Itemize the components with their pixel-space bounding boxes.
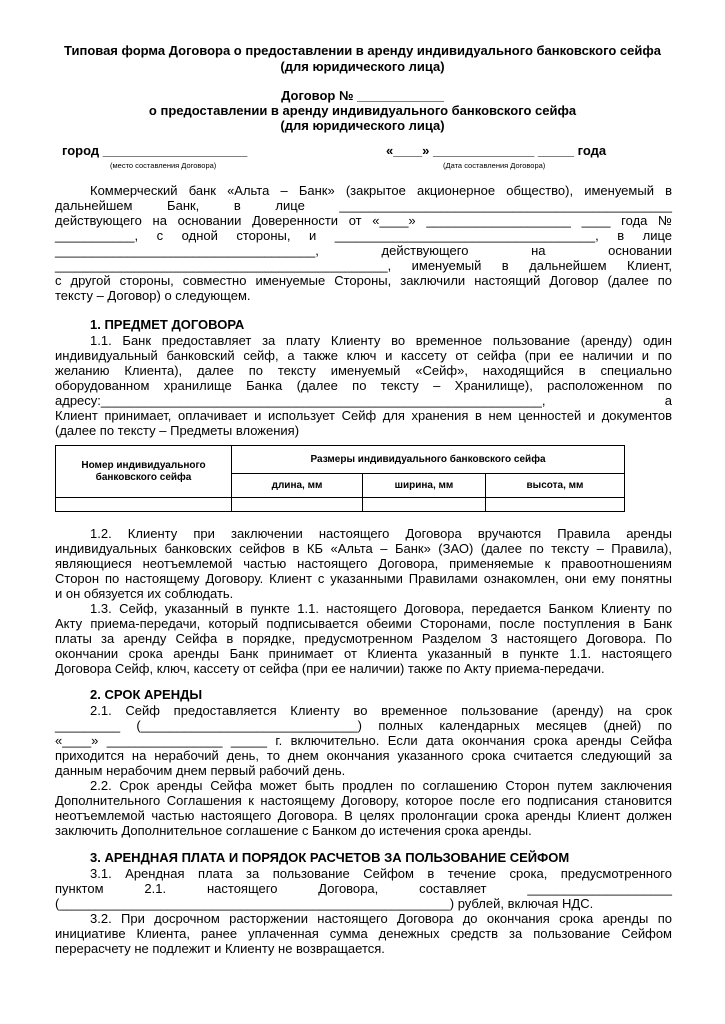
paragraph-line: и он обязуется их соблюдать. — [55, 586, 234, 601]
paragraph-line: 1.3. Сейф, указанный в пункте 1.1. настоящего Договора, передается Банком Клиенту по — [90, 601, 672, 616]
city-field: город ____________________ — [62, 143, 248, 158]
paragraph-line: пунктом 2.1. настоящего Договора, составляет ____________________ — [55, 881, 672, 896]
paragraph-line: 1.2. Клиенту при заключении настоящего Договора вручаются Правила аренды — [90, 526, 672, 541]
table-header-width: ширина, мм — [363, 474, 486, 498]
table-cell — [232, 498, 363, 512]
table-cell — [486, 498, 625, 512]
table-header-number: Номер индивидуального банковского сейфа — [56, 446, 232, 498]
preamble-line: ____________________________________, действующего на основании — [55, 243, 672, 258]
paragraph-line: желанию Клиента), далее по тексту именуемый «Сейф», находящийся в специально — [55, 363, 672, 378]
table-header-sizes: Размеры индивидуального банковского сейфа — [232, 446, 625, 474]
table-header-length: длина, мм — [232, 474, 363, 498]
paragraph-line: Договора Сейф, ключ, кассету от сейфа (при ее наличии) также по Акту приема-передачи. — [55, 661, 605, 676]
paragraph-line: 3.1. Арендная плата за пользование Сейфом в течение срока, предусмотренного — [90, 866, 672, 881]
paragraph-line: платы за аренду Сейфа в порядке, предусмотренном Разделом 3 настоящего Договора. По — [55, 631, 672, 646]
paragraph-line: Клиент принимает, оплачивает и использует Сейф для хранения в нем ценностей и документов — [55, 408, 672, 423]
paragraph-line: неотъемлемой частью настоящего Договора. В целях пролонгации срока аренды Клиент должен — [55, 808, 672, 823]
paragraph-line: (далее по тексту – Предметы вложения) — [55, 423, 300, 438]
preamble-line: ______________________________________________, именуемый в дальнейшем Клиент, — [55, 258, 672, 273]
preamble-line: с другой стороны, совместно именуемые Стороны, заключили настоящий Договор (далее по — [55, 273, 672, 288]
contract-number: Договор № ____________ — [281, 88, 444, 103]
preamble-line: тексту – Договор) о следующем. — [55, 288, 251, 303]
paragraph-line: приходится на нерабочий день, то днем окончания указанного срока считается следующий за — [55, 748, 672, 763]
city-hint: (место составления Договора) — [110, 161, 217, 170]
document-title-subtitle: (для юридического лица) — [280, 59, 445, 74]
paragraph-line: «____» ________________ _____ г. включительно. Если дата окончания срока аренды Сейфа — [55, 733, 672, 748]
paragraph-line: 1.1. Банк предоставляет за плату Клиенту во временное пользование (аренду) один — [90, 333, 672, 348]
paragraph-line: (______________________________________________________) рублей, включая НДС. — [55, 896, 594, 911]
document-title: Типовая форма Договора о предоставлении в аренду индивидуального банковского сейфа — [64, 43, 661, 58]
preamble-line: действующего на основании Доверенности от «____» ____________________ ____ года № — [55, 213, 672, 228]
safe-size-table — [55, 445, 625, 512]
table-cell — [56, 498, 232, 512]
paragraph-line: окончании срока аренды Банк принимает от Клиента указанный в пункте 1.1. настоящего — [55, 646, 672, 661]
section-heading: 2. СРОК АРЕНДЫ — [90, 687, 203, 702]
contract-subtitle-2: (для юридического лица) — [280, 118, 445, 133]
paragraph-line: _________ (______________________________) полных календарных месяцев (дней) по — [55, 718, 672, 733]
preamble-line: ___________, с одной стороны, и ____________________________________, в лице — [55, 228, 672, 243]
preamble-line: Коммерческий банк «Альта – Банк» (закрытое акционерное общество), именуемый в — [90, 183, 672, 198]
paragraph-line: заключить Дополнительное соглашение с Банком до истечения срока аренды. — [55, 823, 532, 838]
paragraph-line: индивидуальный банковский сейф, а также ключ и кассету от сейфа (при ее наличии и по — [55, 348, 672, 363]
paragraph-line: Акту приема-передачи, который подписывается обеими Сторонами, после поступления в Банк — [55, 616, 672, 631]
section-heading: 3. АРЕНДНАЯ ПЛАТА И ПОРЯДОК РАСЧЕТОВ ЗА ПОЛЬЗОВАНИЕ СЕЙФОМ — [90, 850, 570, 865]
paragraph-line: 2.2. Срок аренды Сейфа может быть продлен по соглашению Сторон путем заключения — [90, 778, 672, 793]
paragraph-line: являющиеся неотъемлемой частью настоящего Договора, применяемые к правоотношениям — [55, 556, 672, 571]
paragraph-line: индивидуальных банковских сейфов в КБ «Альта – Банк» (ЗАО) (далее по тексту – Правила), — [55, 541, 672, 556]
paragraph-line: перерасчету не подлежит и Клиенту не возвращается. — [55, 941, 385, 956]
preamble-line: дальнейшем Банк, в лице ______________________________________________ — [55, 198, 672, 213]
paragraph-line: инициативе Клиента, ранее уплаченная сумма денежных средств за пользование Сейфом — [55, 926, 672, 941]
table-header-height: высота, мм — [486, 474, 625, 498]
paragraph-line: адресу:_____________________________________________________________, а — [55, 393, 672, 408]
date-field: «____» ______________ _____ года — [386, 143, 607, 158]
table-cell — [363, 498, 486, 512]
paragraph-line: Сторон по настоящему Договору. Клиент с указанными Правилами ознакомлен, они ему понятны — [55, 571, 672, 586]
paragraph-line: оборудованном хранилище Банка (далее по тексту – Хранилище), расположенном по — [55, 378, 672, 393]
contract-subtitle: о предоставлении в аренду индивидуального банковского сейфа — [148, 103, 577, 118]
section-heading: 1. ПРЕДМЕТ ДОГОВОРА — [90, 317, 245, 332]
paragraph-line: 2.1. Сейф предоставляется Клиенту во временное пользование (аренду) на срок — [90, 703, 672, 718]
paragraph-line: 3.2. При досрочном расторжении настоящего Договора до окончания срока аренды по — [90, 911, 672, 926]
paragraph-line: данным нерабочим днем первый рабочий день. — [55, 763, 346, 778]
paragraph-line: Дополнительного Соглашения к настоящему Договору, которое после его подписания становится — [55, 793, 672, 808]
date-hint: (Дата составления Договора) — [443, 161, 546, 170]
